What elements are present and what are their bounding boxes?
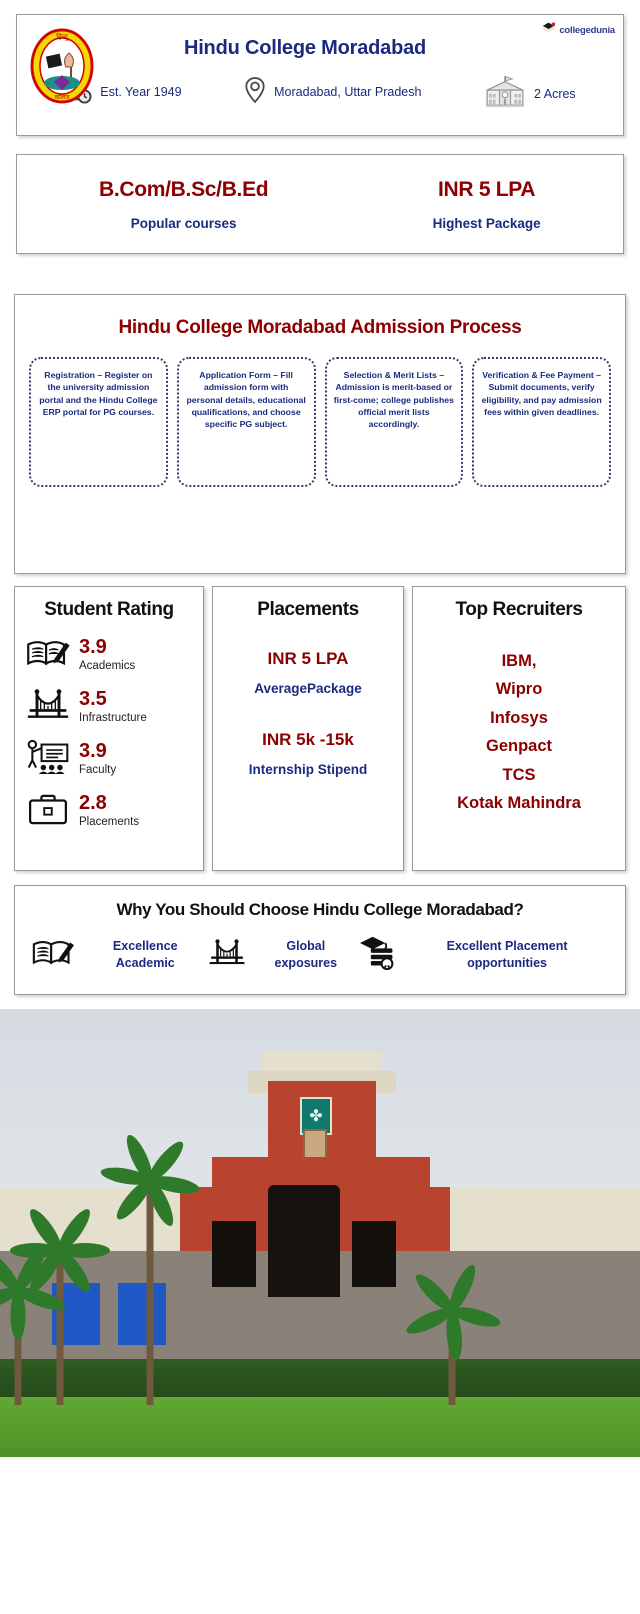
rating-row: [23, 681, 195, 733]
popular-courses-value: B.Com/B.Sc/B.Ed: [98, 177, 269, 201]
highest-package-label: Highest Package: [432, 215, 541, 231]
college-crest-icon: [25, 23, 99, 109]
bridge-icon: [23, 688, 73, 726]
fact-location-label: Moradabad, Uttar Pradesh: [274, 85, 422, 100]
rating-label: Placements: [79, 815, 140, 828]
why-item-academic: [31, 937, 208, 973]
fact-established-label: Est. Year 1949: [100, 85, 182, 100]
admission-step: Application Form – Fill admission form with personal details, educational qualifications, and choose specific PG subject.: [177, 357, 316, 487]
collegedunia-cap-icon: [541, 21, 556, 39]
average-package-label: AveragePackage: [254, 681, 362, 696]
recruiter-item: Wipro: [495, 680, 543, 699]
popular-courses-label: Popular courses: [130, 215, 237, 231]
book-pencil-icon: [31, 937, 75, 973]
internship-stipend-value: INR 5k -15k: [262, 730, 354, 749]
admission-steps: [25, 357, 615, 487]
top-recruiters-title: Top Recruiters: [455, 599, 583, 620]
collegedunia-label: collegedunia: [559, 24, 615, 36]
recruiter-item: IBM,: [501, 652, 537, 670]
recruiter-item: Kotak Mahindra: [457, 793, 581, 812]
fact-campus-size: [484, 76, 576, 113]
placements-card: [212, 586, 404, 871]
why-item-global: [208, 938, 358, 972]
infographic-page: [0, 14, 640, 1457]
internship-stipend-label: Internship Stipend: [248, 762, 368, 777]
rating-score: 3.9: [79, 739, 107, 762]
rating-score: 2.8: [79, 791, 107, 814]
bridge-icon: [208, 938, 246, 972]
top-recruiters-list: [421, 647, 617, 817]
location-pin-icon: [244, 76, 266, 109]
popular-courses-block: [17, 178, 350, 231]
admission-step: Selection & Merit Lists – Admission is merit-based or first-come; college publishes official merit lists accordingly.: [325, 357, 464, 487]
campus-photo: [0, 1009, 640, 1457]
graduation-certificate-icon: [358, 934, 398, 975]
svg-text:हिन्दू: हिन्दू: [56, 34, 68, 41]
main-entrance: [268, 1185, 340, 1297]
rating-score: 3.9: [79, 635, 107, 658]
why-choose-title: Why You Should Choose Hindu College Moradabad?: [116, 900, 524, 919]
svg-text:कॉलेज: कॉलेज: [54, 95, 70, 101]
window: [352, 1221, 396, 1287]
recruiter-item: TCS: [502, 765, 536, 784]
why-item-label: Global exposures: [274, 939, 338, 970]
highest-package-value: INR 5 LPA: [438, 177, 536, 201]
highest-package-block: [350, 178, 623, 231]
rating-row: [23, 629, 195, 681]
admission-step: Verification & Fee Payment – Submit documents, verify eligibility, and pay admission fees within given deadlines.: [472, 357, 611, 487]
average-package-value: INR 5 LPA: [267, 649, 349, 668]
teacher-board-icon: [23, 739, 73, 779]
admission-process-title: Hindu College Moradabad Admission Process: [118, 317, 522, 338]
book-pencil-icon: [23, 637, 73, 674]
stats-row: [14, 586, 626, 871]
why-choose-items: [25, 934, 615, 975]
campus-building-icon: [484, 76, 526, 113]
student-rating-card: [14, 586, 204, 871]
admission-step: Registration – Register on the university admission portal and the Hindu College ERP portal for PG courses.: [29, 357, 168, 487]
tower-upper-cap: [262, 1051, 382, 1073]
briefcase-icon: [23, 793, 73, 830]
top-recruiters-card: [412, 586, 626, 871]
fact-location: [244, 76, 421, 109]
header-facts: [27, 76, 613, 113]
courses-highlight-card: [16, 154, 624, 254]
placements-body: [221, 649, 395, 777]
why-item-label: Excellent Placement opportunities: [446, 939, 568, 970]
rating-label: Academics: [79, 659, 136, 672]
window: [212, 1221, 256, 1287]
student-rating-title: Student Rating: [44, 599, 174, 620]
blue-shutter: [118, 1283, 166, 1345]
rating-label: Faculty: [79, 763, 117, 776]
placements-title: Placements: [257, 599, 359, 620]
rating-label: Infrastructure: [79, 711, 147, 724]
spacer: [221, 696, 395, 730]
page-title: Hindu College Moradabad: [183, 37, 427, 59]
fact-campus-size-label: 2 Acres: [534, 87, 576, 102]
rating-row: [23, 733, 195, 785]
student-rating-list: [23, 629, 195, 837]
why-item-label: Excellence Academic: [112, 939, 178, 970]
why-item-placement: [358, 934, 609, 975]
college-header-card: [16, 14, 624, 136]
rating-row: [23, 785, 195, 837]
lawn: [0, 1397, 640, 1457]
admission-process-card: [14, 294, 626, 574]
collegedunia-brand[interactable]: [541, 21, 615, 39]
why-choose-card: [14, 885, 626, 995]
tower-emblem: ✤: [300, 1097, 332, 1135]
recruiter-item: Genpact: [485, 737, 553, 756]
rating-score: 3.5: [79, 687, 107, 710]
recruiter-item: Infosys: [490, 708, 548, 727]
